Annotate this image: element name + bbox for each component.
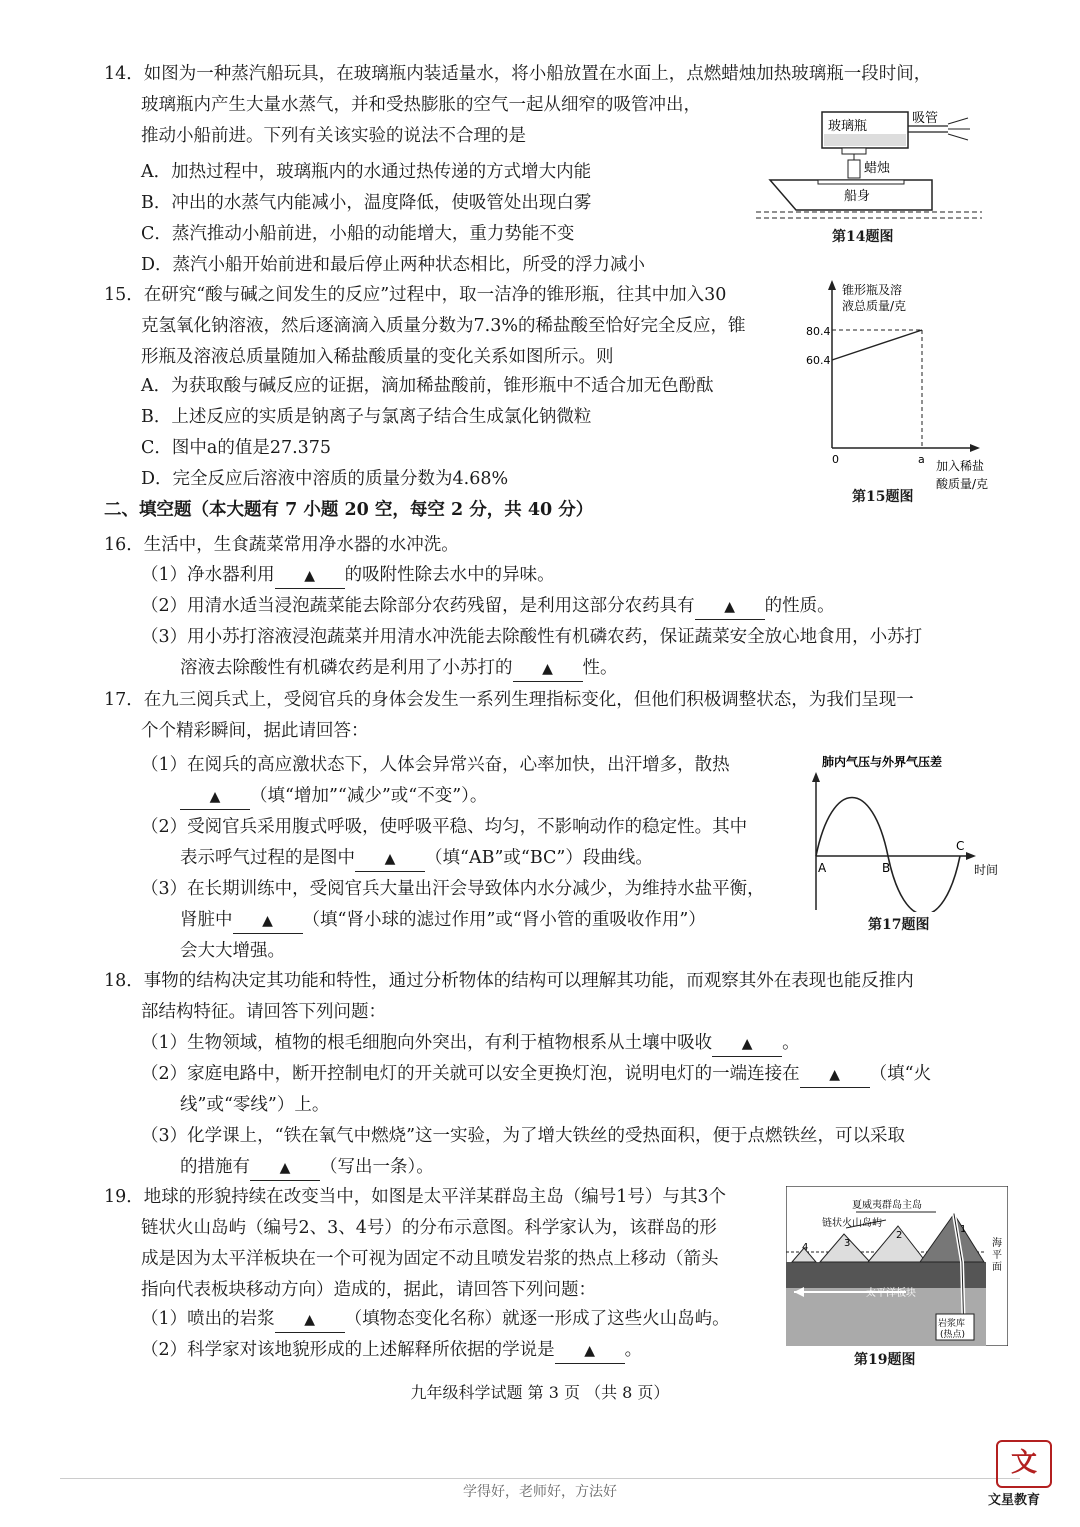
q19-line2: 链状火山岛屿（编号2、3、4号）的分布示意图。科学家认为，该群岛的形 — [141, 1218, 717, 1238]
q19-line1: 19．地球的形貌持续在改变当中，如图是太平洋某群岛主岛（编号1号）与其3个 — [104, 1187, 727, 1207]
q19-fig-sea1: 海 — [992, 1238, 1002, 1249]
slogan: 学得好，老师好，方法好 — [463, 1484, 617, 1500]
q19-fig-n1: 1 — [960, 1224, 967, 1235]
q16-part1: （1）净水器利用 ▲ 的吸附性除去水中的异味。 — [141, 563, 555, 589]
q19-fig-plate: 太平洋板块 — [866, 1288, 916, 1299]
q19-fig-sea2: 平 — [992, 1250, 1002, 1261]
q19-figure-caption: 第19题图 — [854, 1352, 916, 1368]
q19-fig-sea3: 面 — [992, 1262, 1002, 1273]
answer-blank[interactable]: ▲ — [800, 1062, 870, 1088]
q17-part3-end: 会大大增强。 — [180, 941, 285, 961]
q17-fig-title: 肺内气压与外界气压差 — [822, 755, 943, 769]
q19-part2: （2）科学家对该地貌形成的上述解释所依据的学说是 ▲ 。 — [141, 1338, 642, 1364]
q15-fig-x-a: a — [918, 453, 925, 466]
q18-part3: （3）化学课上，“铁在氧气中燃烧”这一实验，为了增大铁丝的受热面积，便于点燃铁丝，可以采取 — [141, 1126, 906, 1146]
q19-line3: 成是因为太平洋板块在一个可视为固定不动且喷发岩浆的热点上移动（箭头 — [141, 1249, 719, 1269]
q15-fig-ylabel1: 锥形瓶及溶 — [842, 283, 903, 297]
q17-part3: （3）在长期训练中，受阅官兵大量出汗会导致体内水分减少，为维持水盐平衡， — [141, 879, 765, 899]
q19-fig-n4: 4 — [802, 1242, 809, 1253]
answer-blank[interactable]: ▲ — [250, 1155, 320, 1181]
q17-line2: 个个精彩瞬间，据此请回答： — [141, 721, 369, 741]
q16-part3-cont: 溶液去除酸性有机磷农药是利用了小苏打的 ▲ 性。 — [180, 656, 618, 682]
q18-line2: 部结构特征。请回答下列问题： — [141, 1002, 386, 1022]
q18-part1: （1）生物领域，植物的根毛细胞向外突出，有利于植物根系从土壤中吸收 ▲ 。 — [141, 1031, 800, 1057]
q17-fig-point-b: B — [882, 861, 891, 875]
footer-divider — [60, 1478, 1020, 1479]
q19-fig-main-island: 夏威夷群岛主岛 — [852, 1200, 922, 1211]
q19-fig-n2: 2 — [896, 1230, 903, 1241]
q15-option-b: B．上述反应的实质是钠离子与氯离子结合生成氯化钠微粒 — [141, 407, 592, 427]
q16-line1: 16．生活中，生食蔬菜常用净水器的水冲洗。 — [104, 535, 459, 555]
q14-option-b: B．冲出的水蒸气内能减小，温度降低，使吸管处出现白雾 — [141, 193, 592, 213]
q15-line1: 15．在研究“酸与碱之间发生的反应”过程中，取一洁净的锥形瓶，往其中加入30 — [104, 285, 727, 305]
q17-part2-cont: 表示呼气过程的是图中 ▲ （填“AB”或“BC”）段曲线。 — [180, 846, 653, 872]
q16-part2: （2）用清水适当浸泡蔬菜能去除部分农药残留，是利用这部分农药具有 ▲ 的性质。 — [141, 594, 835, 620]
answer-blank[interactable]: ▲ — [275, 563, 345, 589]
q16-part3: （3）用小苏打溶液浸泡蔬菜并用清水冲洗能去除酸性有机磷农药，保证蔬菜安全放心地食用，小苏打 — [141, 627, 923, 647]
q14-fig-bottle-label: 玻璃瓶 — [828, 119, 868, 134]
q17-figure-pressure-curve — [808, 750, 1008, 912]
answer-blank[interactable]: ▲ — [695, 594, 765, 620]
q17-part1-cont: ▲ （填“增加”“减少”或“不变”）。 — [180, 784, 487, 810]
q18-part2-cont: 线”或“零线”）上。 — [180, 1095, 330, 1115]
answer-blank[interactable]: ▲ — [275, 1307, 345, 1333]
answer-blank[interactable]: ▲ — [355, 846, 425, 872]
q19-fig-hotspot: (热点) — [940, 1330, 966, 1340]
q15-fig-y-low: 60.4 — [806, 354, 831, 367]
q15-fig-xlabel2: 酸质量/克 — [936, 477, 989, 491]
q17-part2: （2）受阅官兵采用腹式呼吸，使呼吸平稳、均匀，不影响动作的稳定性。其中 — [141, 817, 748, 837]
q19-fig-chain: 链状火山岛屿 — [822, 1218, 882, 1229]
q15-option-d: D．完全反应后溶液中溶质的质量分数为4.68% — [141, 469, 509, 489]
q14-line1: 14．如图为一种蒸汽船玩具，在玻璃瓶内装适量水，将小船放置在水面上，点燃蜡烛加热玻璃瓶一段时间， — [104, 64, 932, 84]
q19-line4: 指向代表板块移动方向）造成的，据此，请回答下列问题： — [141, 1280, 596, 1300]
q17-figure-caption: 第17题图 — [868, 917, 930, 933]
q14-fig-candle-label: 蜡烛 — [864, 161, 891, 176]
q14-figure-caption: 第14题图 — [832, 229, 894, 245]
answer-blank[interactable]: ▲ — [712, 1031, 782, 1057]
q17-fig-xlabel: 时间 — [974, 863, 999, 877]
q14-line3: 推动小船前进。下列有关该实验的说法不合理的是 — [141, 126, 526, 146]
q14-option-c: C．蒸汽推动小船前进，小船的动能增大，重力势能不变 — [141, 224, 575, 244]
q19-part1: （1）喷出的岩浆 ▲ （填物态变化名称）就逐一形成了这些火山岛屿。 — [141, 1307, 730, 1333]
brand-name: 文星教育 — [988, 1493, 1041, 1508]
q15-option-a: A．为获取酸与碱反应的证据，滴加稀盐酸前，锥形瓶中不适合加无色酚酞 — [141, 376, 714, 396]
q18-part3-cont: 的措施有 ▲ （写出一条）。 — [180, 1155, 434, 1181]
q15-figure-caption: 第15题图 — [852, 489, 914, 505]
q14-fig-straw-label: 吸管 — [912, 111, 939, 126]
q15-line3: 形瓶及溶液总质量随加入稀盐酸质量的变化关系如图所示。则 — [141, 347, 614, 367]
q19-figure-hotspot — [786, 1186, 1008, 1346]
q15-fig-ylabel2: 液总质量/克 — [842, 299, 907, 313]
q17-part3-cont: 肾脏中 ▲ （填“肾小球的滤过作用”或“肾小管的重吸收作用”） — [180, 908, 706, 934]
q17-part1: （1）在阅兵的高应激状态下，人体会异常兴奋，心率加快，出汗增多，散热 — [141, 755, 730, 775]
q17-fig-point-c: C — [956, 839, 965, 853]
q14-option-d: D．蒸汽小船开始前进和最后停止两种状态相比，所受的浮力减小 — [141, 255, 646, 275]
section-2-heading: 二、填空题（本大题有 7 小题 20 空，每空 2 分，共 40 分） — [104, 500, 594, 520]
q15-figure-graph — [798, 280, 998, 492]
q14-line2: 玻璃瓶内产生大量水蒸气，并和受热膨胀的空气一起从细窄的吸管冲出， — [141, 95, 701, 115]
answer-blank[interactable]: ▲ — [513, 656, 583, 682]
brand-logo: 文 — [996, 1440, 1052, 1488]
q19-fig-magma: 岩浆库 — [938, 1319, 966, 1329]
q15-fig-origin: 0 — [832, 453, 839, 466]
q15-fig-xlabel1: 加入稀盐 — [936, 459, 985, 473]
q15-option-c: C．图中a的值是27.375 — [141, 438, 332, 458]
q15-fig-y-high: 80.4 — [806, 325, 831, 338]
q19-fig-n3: 3 — [844, 1238, 851, 1249]
q14-fig-hull-label: 船身 — [844, 189, 871, 204]
q18-line1: 18．事物的结构决定其功能和特性，通过分析物体的结构可以理解其功能，而观察其外在表现也能反推内 — [104, 971, 914, 991]
q14-option-a: A．加热过程中，玻璃瓶内的水通过热传递的方式增大内能 — [141, 162, 592, 182]
q17-line1: 17．在九三阅兵式上，受阅官兵的身体会发生一系列生理指标变化，但他们积极调整状态，为我们呈现一 — [104, 690, 914, 710]
q18-part2: （2）家庭电路中，断开控制电灯的开关就可以安全更换灯泡，说明电灯的一端连接在 ▲ （填“火 — [141, 1062, 931, 1088]
answer-blank[interactable]: ▲ — [233, 908, 303, 934]
q15-line2: 克氢氧化钠溶液，然后逐滴滴入质量分数为7.3%的稀盐酸至恰好完全反应，锥 — [141, 316, 746, 336]
answer-blank[interactable]: ▲ — [180, 784, 250, 810]
q14-figure-boat — [756, 104, 982, 228]
answer-blank[interactable]: ▲ — [555, 1338, 625, 1364]
q17-fig-point-a: A — [818, 861, 827, 875]
page-footer: 九年级科学试题 第 3 页 （共 8 页） — [410, 1383, 670, 1402]
